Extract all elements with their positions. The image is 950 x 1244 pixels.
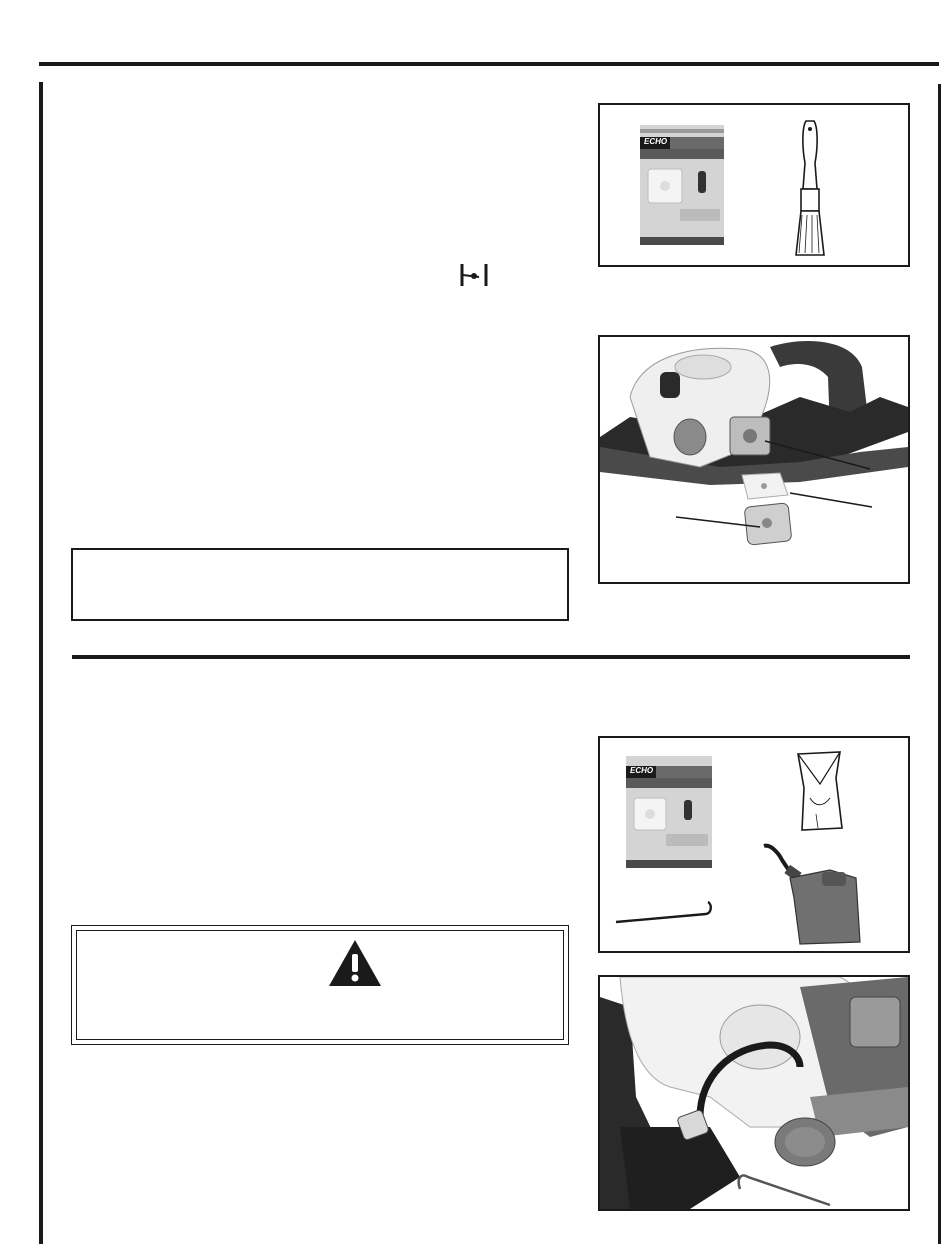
choke-closed-icon [459, 262, 489, 288]
instruction-sheet [626, 756, 712, 868]
warning-box [71, 925, 569, 1045]
right-margin-rule [938, 84, 941, 1244]
wire-hook [614, 898, 718, 926]
paint-brush [790, 117, 830, 262]
figure-air-filter-removal [598, 335, 910, 584]
shop-rag [796, 748, 846, 834]
air-filter-illustration [600, 337, 908, 582]
top-rule [39, 62, 939, 66]
sheet-logo: ECHO [644, 137, 668, 146]
fuel-can [760, 838, 870, 948]
section-divider-rule [72, 655, 910, 659]
sheet-logo: ECHO [630, 766, 654, 775]
warning-triangle-icon [327, 938, 383, 988]
figure-fuel-tank-hook [598, 975, 910, 1211]
note-box [71, 548, 569, 621]
figure-kit-brush [598, 103, 910, 267]
fuel-tank-illustration [600, 977, 908, 1209]
figure-fuel-filter-kit [598, 736, 910, 953]
instruction-sheet [640, 125, 724, 245]
left-margin-rule [39, 82, 43, 1244]
